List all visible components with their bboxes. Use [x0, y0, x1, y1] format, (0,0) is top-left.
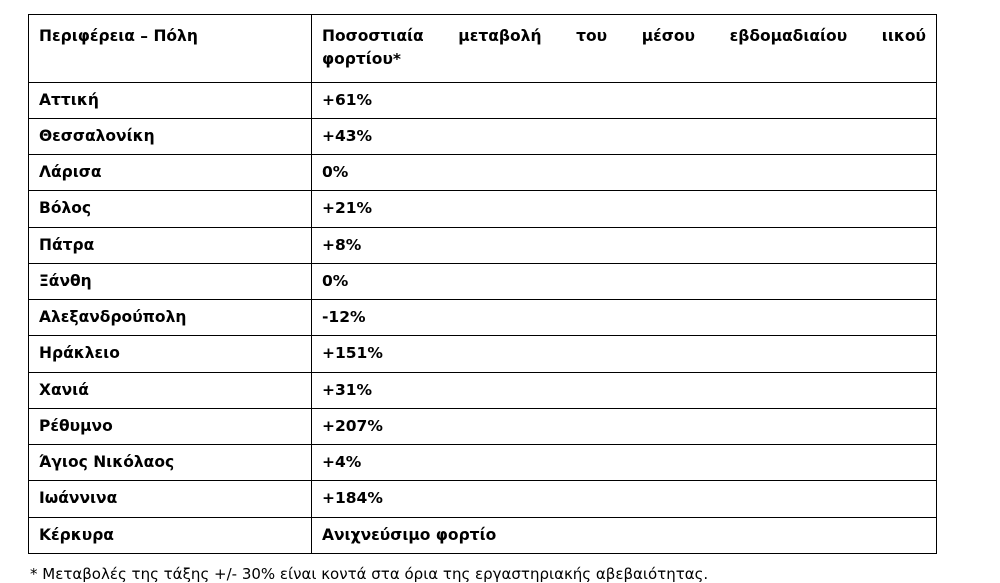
cell-region: Άγιος Νικόλαος: [29, 445, 312, 481]
cell-region: Ξάνθη: [29, 263, 312, 299]
header-cell-region: Περιφέρεια – Πόλη: [29, 15, 312, 83]
cell-region: Θεσσαλονίκη: [29, 118, 312, 154]
header-cell-value: [312, 15, 937, 83]
cell-value: 0%: [312, 263, 937, 299]
table-body: [29, 15, 937, 554]
table-footnote: * Μεταβολές της τάξης +/- 30% είναι κοντά στα όρια της εργαστηριακής αβεβαιότητας.: [30, 564, 709, 583]
table-row: [29, 517, 937, 553]
cell-value: +8%: [312, 227, 937, 263]
table-row: [29, 300, 937, 336]
cell-value: +4%: [312, 445, 937, 481]
cell-region: Ρέθυμνο: [29, 408, 312, 444]
cell-region: Ιωάννινα: [29, 481, 312, 517]
cell-region: Πάτρα: [29, 227, 312, 263]
cell-value: +31%: [312, 372, 937, 408]
table-row: [29, 227, 937, 263]
table-row: [29, 118, 937, 154]
cell-region: Ηράκλειο: [29, 336, 312, 372]
table-header-row: [29, 15, 937, 83]
table-row: [29, 82, 937, 118]
table-row: [29, 372, 937, 408]
table-row: [29, 481, 937, 517]
viral-load-table: [28, 14, 937, 554]
table-row: [29, 155, 937, 191]
cell-value: +43%: [312, 118, 937, 154]
header-value-line-1: Ποσοστιαία μεταβολή του μέσου εβδομαδιαίου ιικού: [322, 27, 926, 45]
cell-region: Βόλος: [29, 191, 312, 227]
cell-value: +21%: [312, 191, 937, 227]
table-row: [29, 336, 937, 372]
header-value-line-2: φορτίου*: [322, 50, 402, 69]
cell-region: Αλεξανδρούπολη: [29, 300, 312, 336]
cell-value: +207%: [312, 408, 937, 444]
table-row: [29, 445, 937, 481]
cell-region: Λάρισα: [29, 155, 312, 191]
cell-value: -12%: [312, 300, 937, 336]
cell-region: Χανιά: [29, 372, 312, 408]
cell-region: Κέρκυρα: [29, 517, 312, 553]
cell-value: Ανιχνεύσιμο φορτίο: [312, 517, 937, 553]
cell-value: +61%: [312, 82, 937, 118]
cell-value: 0%: [312, 155, 937, 191]
cell-value: +151%: [312, 336, 937, 372]
cell-value: +184%: [312, 481, 937, 517]
cell-region: Αττική: [29, 82, 312, 118]
table-row: [29, 263, 937, 299]
table-row: [29, 408, 937, 444]
table-row: [29, 191, 937, 227]
